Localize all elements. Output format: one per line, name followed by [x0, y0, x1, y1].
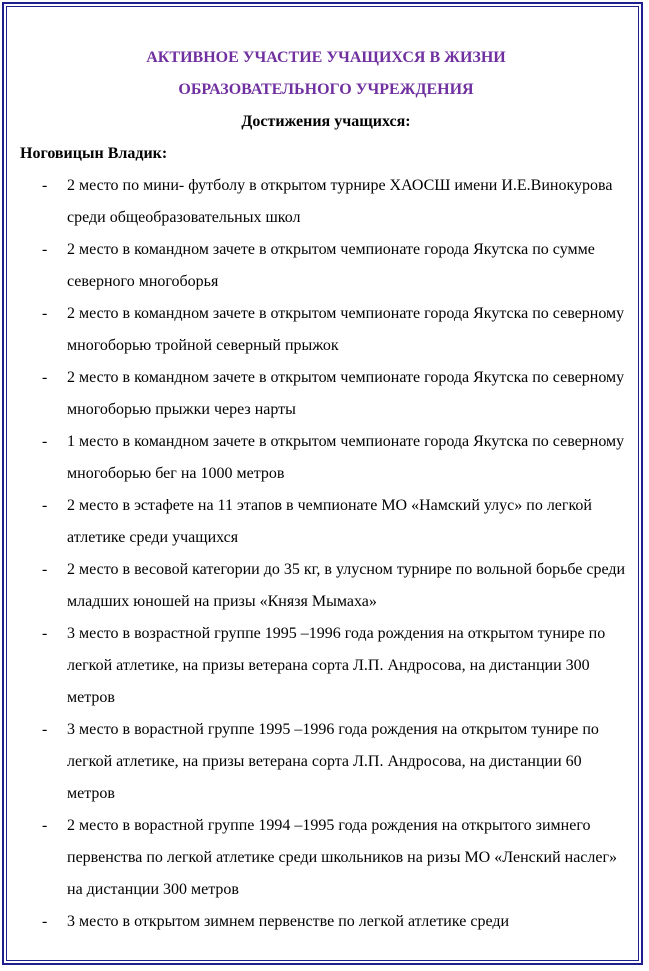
- list-item-text: 3 место в открытом зимнем первенстве по легкой атлетике среди: [67, 913, 510, 930]
- dash-bullet: -: [42, 241, 48, 258]
- list-item-text: 2 место в ворастной группе 1994 –1995 года рождения на открытого зимнего первенства по легкой атлетике среди школьников на ризы МО «Ленский наслег» на дистанции 300 метров: [67, 817, 618, 898]
- list-item-text: 2 место в командном зачете в открытом чемпионате города Якутска по сумме северного многоборья: [67, 241, 595, 290]
- document-content: [20, 42, 632, 938]
- dash-bullet: -: [42, 497, 48, 514]
- subtitle: Достижения учащихся:: [241, 113, 411, 130]
- dash-bullet: -: [42, 817, 48, 834]
- dash-bullet: -: [42, 369, 48, 386]
- dash-bullet: -: [42, 625, 48, 642]
- list-item-text: 2 место в эстафете на 11 этапов в чемпионате МО «Намский улус» по легкой атлетике среди учащихся: [67, 497, 592, 546]
- list-item: [20, 714, 632, 810]
- list-item: [20, 554, 632, 618]
- dash-bullet: -: [42, 561, 48, 578]
- list-item: [20, 618, 632, 714]
- list-item: [20, 810, 632, 906]
- dash-bullet: -: [42, 433, 48, 450]
- list-item: [20, 490, 632, 554]
- list-item-text: 2 место в весовой категории до 35 кг, в улусном турнире по вольной борьбе среди младших юношей на призы «Князя Мымаха»: [67, 561, 626, 610]
- dash-bullet: -: [42, 721, 48, 738]
- list-item: [20, 362, 632, 426]
- achievements-list: [20, 170, 632, 938]
- list-item-text: 1 место в командном зачете в открытом чемпионате города Якутска по северному многоборью бег на 1000 метров: [67, 433, 625, 482]
- dash-bullet: -: [42, 177, 48, 194]
- title-line-1: АКТИВНОЕ УЧАСТИЕ УЧАЩИХСЯ В ЖИЗНИ: [146, 49, 506, 66]
- list-item-text: 3 место в ворастной группе 1995 –1996 года рождения на открытом тунире по легкой атлетике, на призы ветерана сорта Л.П. Андросова, на дистанции 60 метров: [67, 721, 599, 802]
- list-item-text: 3 место в возрастной группе 1995 –1996 года рождения на открытом тунире по легкой атлетике, на призы ветерана сорта Л.П. Андросова, на дистанции 300 метров: [67, 625, 606, 706]
- dash-bullet: -: [42, 913, 48, 930]
- list-item: [20, 906, 632, 938]
- list-item: [20, 298, 632, 362]
- student-name: Ноговицын Владик:: [20, 145, 168, 162]
- list-item-text: 2 место по мини- футболу в открытом турнире ХАОСШ имени И.Е.Винокурова среди общеобразовательных школ: [67, 177, 613, 226]
- list-item-text: 2 место в командном зачете в открытом чемпионате города Якутска по северному многоборью тройной северный прыжок: [67, 305, 625, 354]
- title-line-2: ОБРАЗОВАТЕЛЬНОГО УЧРЕЖДЕНИЯ: [178, 81, 474, 98]
- list-item: [20, 170, 632, 234]
- list-item: [20, 234, 632, 298]
- list-item-text: 2 место в командном зачете в открытом чемпионате города Якутска по северному многоборью прыжки через нарты: [67, 369, 625, 418]
- dash-bullet: -: [42, 305, 48, 322]
- list-item: [20, 426, 632, 490]
